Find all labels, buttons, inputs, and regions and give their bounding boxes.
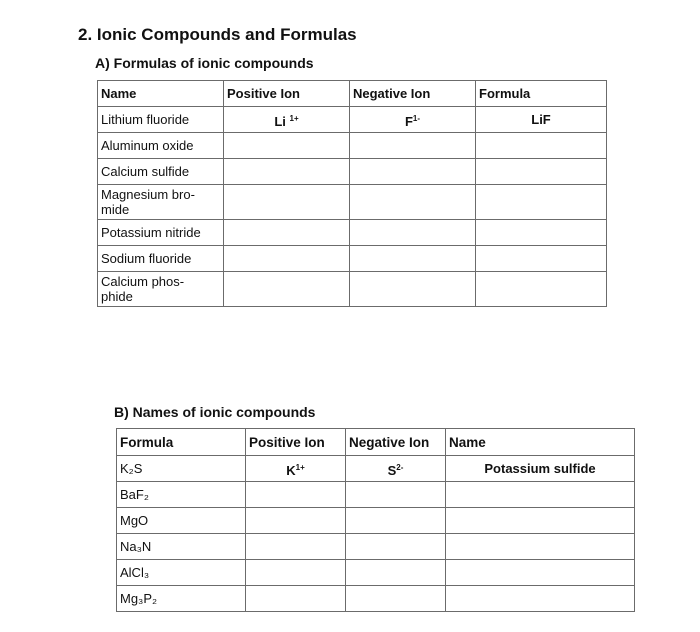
negative-ion-cell[interactable] xyxy=(346,586,446,612)
table-row xyxy=(98,133,607,159)
negative-ion-cell[interactable] xyxy=(346,482,446,508)
header-positive-ion: Positive Ion xyxy=(246,429,346,456)
formula-cell: K₂S xyxy=(117,456,246,482)
table-row xyxy=(117,508,635,534)
table-header-row xyxy=(98,81,607,107)
negative-ion-cell[interactable] xyxy=(350,220,476,246)
negative-ion-cell[interactable] xyxy=(350,272,476,307)
negative-ion-cell[interactable] xyxy=(346,508,446,534)
names-table xyxy=(116,428,635,612)
section-a-heading: A) Formulas of ionic compounds xyxy=(95,55,314,71)
table-row xyxy=(98,272,607,307)
section-b-heading: B) Names of ionic compounds xyxy=(114,404,316,420)
compound-name-cell[interactable] xyxy=(446,534,635,560)
formula-cell[interactable] xyxy=(476,185,607,220)
header-negative-ion: Negative Ion xyxy=(346,429,446,456)
compound-name-cell: Sodium fluoride xyxy=(98,246,224,272)
compound-name-cell[interactable] xyxy=(446,560,635,586)
negative-ion-cell[interactable] xyxy=(350,159,476,185)
table-row xyxy=(98,220,607,246)
positive-ion-cell[interactable] xyxy=(246,508,346,534)
compound-name-cell[interactable] xyxy=(446,508,635,534)
negative-ion-cell[interactable]: $F^{1-}$ xyxy=(350,107,476,133)
header-name: Name xyxy=(98,81,224,107)
negative-ion-cell[interactable]: $S^{2-}$ xyxy=(346,456,446,482)
formula-cell[interactable] xyxy=(476,159,607,185)
formula-cell[interactable] xyxy=(476,246,607,272)
compound-name-cell[interactable] xyxy=(446,482,635,508)
compound-name-wrapped: Calcium phos-phide xyxy=(101,274,185,304)
negative-ion-cell[interactable] xyxy=(346,534,446,560)
formula-cell: Na₃N xyxy=(117,534,246,560)
positive-ion-cell[interactable] xyxy=(246,586,346,612)
table-row xyxy=(98,159,607,185)
negative-ion-cell[interactable] xyxy=(350,133,476,159)
header-name: Name xyxy=(446,429,635,456)
table-header-row xyxy=(117,429,635,456)
header-positive-ion: Positive Ion xyxy=(224,81,350,107)
table-row xyxy=(117,456,635,482)
table-row xyxy=(117,534,635,560)
formulas-table xyxy=(97,80,607,307)
table-row xyxy=(98,185,607,220)
table-row xyxy=(117,586,635,612)
table-row xyxy=(98,107,607,133)
positive-ion-cell[interactable] xyxy=(224,159,350,185)
header-formula: Formula xyxy=(117,429,246,456)
positive-ion-cell[interactable]: $K^{1+}$ xyxy=(246,456,346,482)
positive-ion-cell[interactable] xyxy=(224,133,350,159)
formula-cell: BaF₂ xyxy=(117,482,246,508)
formula-cell[interactable]: LiF xyxy=(476,107,607,133)
page-title: 2. Ionic Compounds and Formulas xyxy=(78,25,357,44)
formula-cell[interactable] xyxy=(476,133,607,159)
compound-name-cell: Calcium sulfide xyxy=(98,159,224,185)
positive-ion-cell[interactable] xyxy=(224,185,350,220)
compound-name-cell: Aluminum oxide xyxy=(98,133,224,159)
positive-ion-cell[interactable] xyxy=(246,482,346,508)
compound-name-cell: Potassium nitride xyxy=(98,220,224,246)
table-row xyxy=(98,246,607,272)
compound-name-cell[interactable]: Potassium sulfide xyxy=(446,456,635,482)
header-formula: Formula xyxy=(476,81,607,107)
negative-ion-cell[interactable] xyxy=(346,560,446,586)
formula-cell: AlCl₃ xyxy=(117,560,246,586)
formula-cell[interactable] xyxy=(476,272,607,307)
header-negative-ion: Negative Ion xyxy=(350,81,476,107)
positive-ion-cell[interactable] xyxy=(224,272,350,307)
compound-name-cell[interactable] xyxy=(446,586,635,612)
positive-ion-cell[interactable] xyxy=(246,534,346,560)
positive-ion-cell[interactable] xyxy=(224,220,350,246)
positive-ion-cell[interactable] xyxy=(246,560,346,586)
compound-name-cell xyxy=(98,272,224,307)
positive-ion-cell[interactable]: Li $^{1+}$ xyxy=(224,107,350,133)
positive-ion-cell[interactable] xyxy=(224,246,350,272)
table-row xyxy=(117,560,635,586)
formula-cell[interactable] xyxy=(476,220,607,246)
compound-name-cell: Lithium fluoride xyxy=(98,107,224,133)
negative-ion-cell[interactable] xyxy=(350,246,476,272)
formula-cell: MgO xyxy=(117,508,246,534)
formula-cell: Mg₃P₂ xyxy=(117,586,246,612)
compound-name-wrapped: Magnesium bro-mide xyxy=(101,187,195,217)
compound-name-cell xyxy=(98,185,224,220)
table-row xyxy=(117,482,635,508)
negative-ion-cell[interactable] xyxy=(350,185,476,220)
